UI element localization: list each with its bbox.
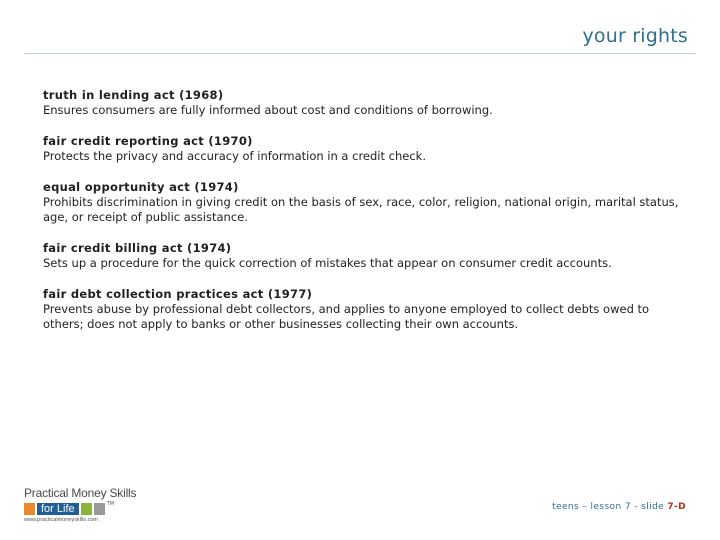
logo-green-square — [81, 503, 92, 515]
act-description: Prohibits discrimination in giving credit on the basis of sex, race, color, religion, national origin, marital status, age, or receipt of public assistance. — [43, 195, 679, 224]
act-item — [43, 241, 683, 271]
act-description: Ensures consumers are fully informed about cost and conditions of borrowing. — [43, 103, 493, 117]
logo-title: Practical Money Skills — [24, 486, 137, 500]
act-name: truth in lending act (1968) — [43, 88, 224, 102]
act-description: Sets up a procedure for the quick correction of mistakes that appear on consumer credit accounts. — [43, 256, 612, 270]
logo-mark — [24, 502, 159, 515]
title-divider — [24, 53, 696, 54]
act-name: equal opportunity act (1974) — [43, 180, 239, 194]
logo-url: www.practicalmoneyskills.com — [24, 517, 98, 523]
page-title: your rights — [582, 25, 688, 47]
act-description: Prevents abuse by professional debt collectors, and applies to anyone employed to collect debts owed to others; does not apply to banks or other businesses collecting their own accounts. — [43, 302, 650, 331]
logo-grey-square — [94, 503, 105, 515]
act-name: fair credit billing act (1974) — [43, 241, 232, 255]
act-name: fair credit reporting act (1970) — [43, 134, 253, 148]
act-item — [43, 88, 683, 118]
act-description: Protects the privacy and accuracy of information in a credit check. — [43, 149, 426, 163]
logo-trademark: TM — [106, 501, 115, 507]
slide-code: 7-D — [667, 502, 686, 512]
logo-for-life: for Life — [37, 503, 79, 515]
slide-footer — [552, 502, 686, 512]
act-item — [43, 287, 683, 332]
footer-text: teens – lesson 7 - slide — [552, 502, 668, 512]
logo-orange-square — [24, 503, 35, 515]
act-item — [43, 134, 683, 164]
act-item — [43, 180, 683, 225]
logo — [24, 487, 159, 527]
acts-list — [43, 88, 683, 348]
act-name: fair debt collection practices act (1977) — [43, 287, 313, 301]
